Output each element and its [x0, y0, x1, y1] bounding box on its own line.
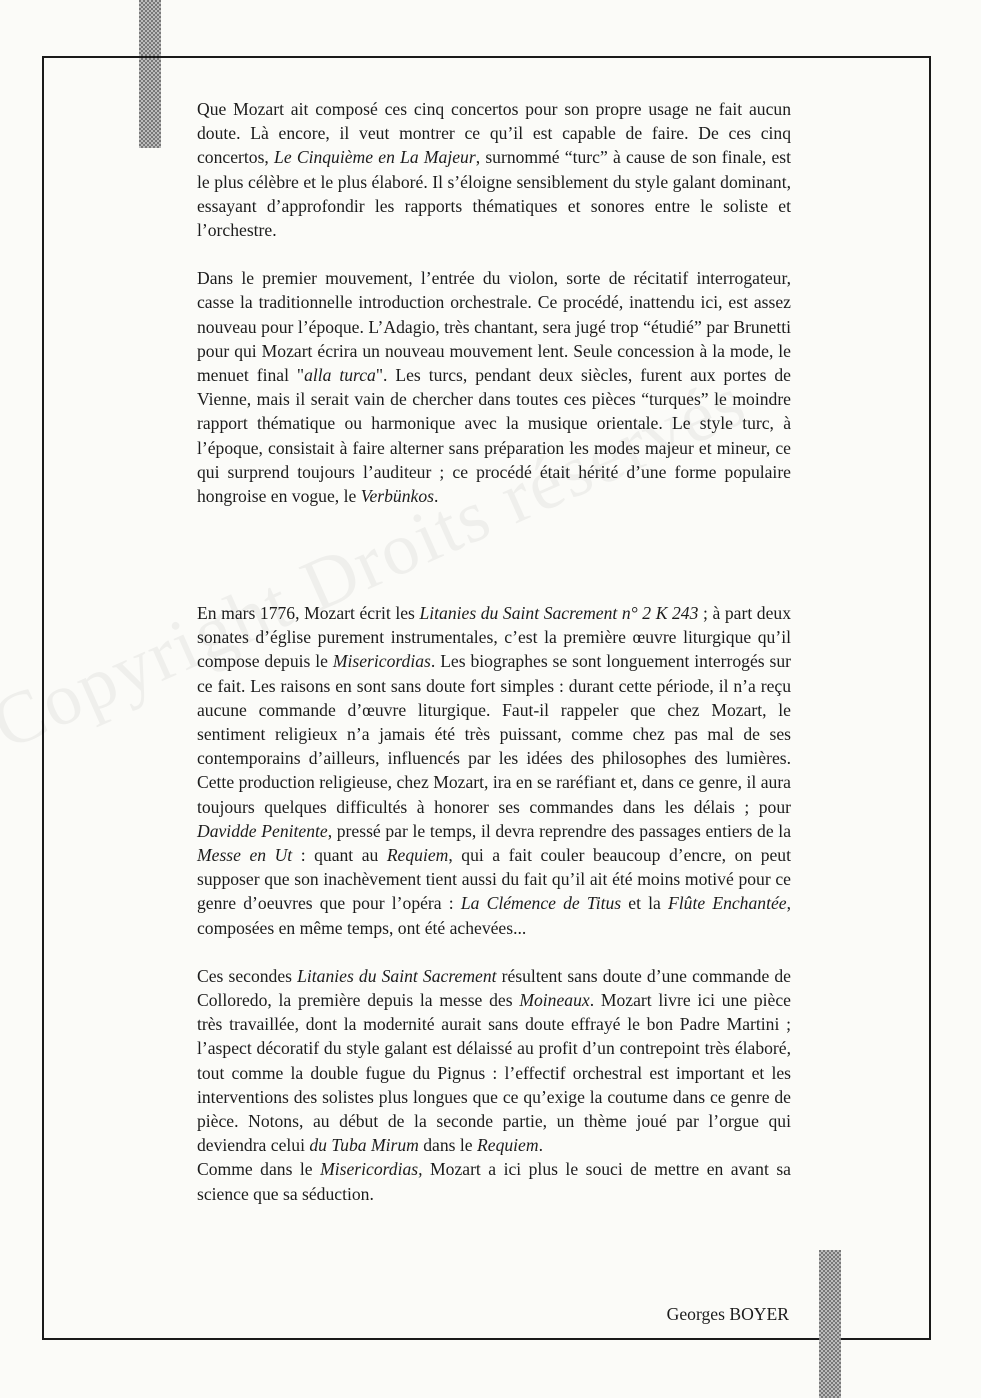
paragraph	[197, 1157, 791, 1205]
italic-title: La Clémence de Titus	[460, 893, 622, 914]
text-run: : quant au	[292, 845, 387, 866]
italic-title: Davidde Penitente	[197, 820, 328, 841]
text-run: Que Mozart ait composé ces cinq concertos pour son propre usage ne fait aucun doute. Là encore, il veut montrer ce qu’il est capable de faire. De ces cinq concertos,	[197, 99, 791, 168]
text-run: En mars 1776, Mozart écrit les	[197, 603, 420, 623]
italic-title: Requiem	[477, 1135, 539, 1156]
italic-title: Litanies du Saint Sacrement n° 2 K 243	[419, 603, 699, 623]
text-run: .	[433, 486, 439, 507]
text-run: Mozart a ici plus le souci de mettre en avant sa science que sa séduction.	[197, 1159, 791, 1204]
italic-title: Le Cinquième en La Majeur	[274, 147, 476, 168]
author-signature: Georges BOYER	[666, 1304, 789, 1324]
text-run: ; à part deux sonates d’église purement instrumentales, c’est la première œuvre liturgique qu’il compose depuis le	[197, 603, 792, 672]
text-run: , composées en même temps, ont été achevées...	[197, 893, 791, 938]
text-run: , qui a fait couler beaucoup d’encre, on peut supposer que son inachèvement tient aussi du fait qu’il ait été moins motivé pour ce genre d’oeuvres que pour l’opéra :	[197, 845, 791, 914]
text-run: ". Les turcs, pendant deux siècles, furent aux portes de Vienne, mais il serait vain de chercher dans toutes ces pièces “turques” le moindre rapport thématique ou harmonique avec la musique orientale. Le style turc, à l’époque, consistait à faire alterner sans préparation les modes majeur et mineur, ce qui surprend toujours l’auditeur ; ce procédé était hérité d’une forme populaire hongroise en vogue, le	[197, 365, 791, 507]
italic-title: Flûte Enchantée	[668, 893, 787, 914]
text-run: . Mozart livre ici une pièce très travaillée, dont la modernité aurait sans doute effrayé le bon Padre Martini ; l’aspect décoratif du style galant est délaissé au profit d’un contrepoint très élaboré, tout comme la double fugue du Pignus : l’effectif orchestral est important et les interventions des solistes plus longues que ce qu’exige la coutume dans ce genre de pièce. Notons, au début de la seconde partie, un thème joué par l’orgue qui deviendra celui	[197, 990, 791, 1156]
italic-title: Moineaux	[519, 990, 590, 1011]
italic-title: Misericordias	[332, 651, 431, 672]
article-section-2	[197, 601, 791, 1206]
text-run: dans le	[418, 1135, 478, 1156]
text-run: et la	[621, 893, 669, 914]
text-run: , surnommé “turc” à cause de son finale, est le plus célèbre et le plus élaboré. Il s’éloigne sensiblement du style galant dominant, essayant d’approfondir les rapports thématiques et sonores entre le soliste et l’orchestre.	[197, 147, 791, 241]
italic-title: alla turca	[304, 365, 376, 386]
italic-title: Messe en Ut	[197, 845, 293, 866]
text-run: résultent sans doute d’une commande de Colloredo, la première depuis la messe des	[197, 965, 791, 1011]
italic-title: du Tuba Mirum	[309, 1135, 419, 1156]
article-section-1	[197, 97, 791, 508]
decorative-bar-bottom	[819, 1250, 841, 1398]
italic-title: Misericordias,	[320, 1159, 423, 1180]
text-run: Ces secondes	[197, 965, 298, 986]
italic-title: Litanies du Saint Sacrement	[297, 965, 497, 986]
text-run: . Les biographes se sont longuement interrogés sur ce fait. Les raisons en sont sans doute fort simples : durant cette période, il n’a reçu aucune commande d’œuvre liturgique. Faut-il rappeler que chez Mozart, le sentiment religieux n’a jamais été très puissant, comme chez pas mal de ses contemporains d’ailleurs, influencés par les idées des philosophes des lumières. Cette production religieuse, chez Mozart, ira en se raréfiant et, dans ce genre, il aura toujours quelques difficultés à honorer ses commandes dans les délais ; pour	[197, 651, 791, 817]
paragraph	[197, 97, 791, 242]
text-run: Comme dans le	[197, 1159, 321, 1180]
paragraph	[197, 601, 791, 940]
text-run: Dans le premier mouvement, l’entrée du violon, sorte de récitatif interrogateur, casse la traditionnelle introduction orchestrale. Ce procédé, inattendu ici, est assez nouveau pour l’époque. L’Adagio, très chantant, sera jugé trop “étudié” par Brunetti pour qui Mozart écrira un nouveau mouvement lent. Seule concession à la mode, le menuet final "	[197, 268, 791, 386]
text-run: , pressé par le temps, il devra reprendre des passages entiers de la	[327, 820, 792, 841]
paragraph	[197, 266, 791, 508]
italic-title: Verbünkos	[360, 486, 434, 507]
italic-title: Requiem	[386, 845, 449, 866]
paragraph	[197, 964, 791, 1158]
text-run: .	[538, 1135, 543, 1156]
